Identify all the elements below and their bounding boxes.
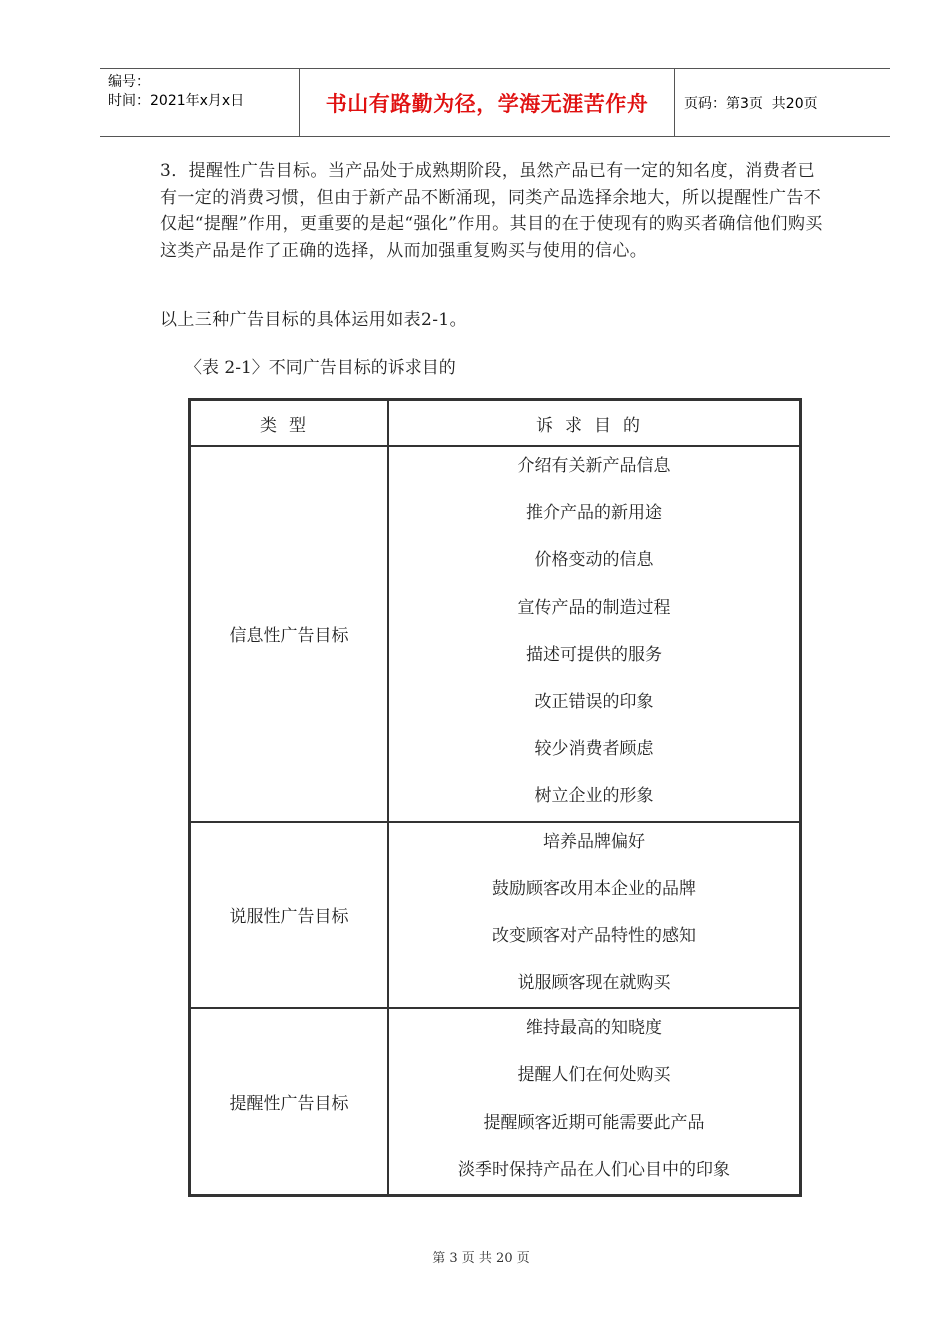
- list-item: 维持最高的知晓度: [526, 1018, 662, 1039]
- table-row: [190, 1008, 800, 1195]
- list-item: 改正错误的印象: [534, 691, 654, 712]
- list-item: 鼓励顾客改用本企业的品牌: [492, 878, 696, 899]
- row-items: [388, 822, 800, 1009]
- header-appeal: 诉求目的: [388, 400, 800, 446]
- table-caption: 〈表 2-1〉不同广告目标的诉求目的: [185, 358, 456, 378]
- page-header: [100, 68, 890, 137]
- list-item: 介绍有关新产品信息: [517, 456, 671, 476]
- list-item: 培养品牌偏好: [543, 831, 645, 852]
- header-page-info: [675, 69, 890, 136]
- list-item: 树立企业的形象: [534, 786, 654, 807]
- row-type: 说服性广告目标: [190, 822, 388, 1009]
- list-item: 提醒顾客近期可能需要此产品: [483, 1112, 705, 1133]
- list-item: 提醒人们在何处购买: [517, 1065, 671, 1086]
- ad-objectives-table: [188, 398, 802, 1197]
- header-motto: 书山有路勤为径，学海无涯苦作舟: [300, 69, 675, 136]
- table-header-row: [190, 400, 800, 446]
- list-item: 说服顾客现在就购买: [517, 973, 671, 994]
- header-meta: [100, 69, 300, 136]
- header-type: 类型: [190, 400, 388, 446]
- list-item: 较少消费者顾虑: [534, 739, 654, 760]
- row-items: [388, 1008, 800, 1195]
- list-item: 淡季时保持产品在人们心目中的印象: [458, 1159, 730, 1180]
- page-footer: 第 3 页 共 20 页: [432, 1251, 530, 1266]
- table-row: [190, 446, 800, 822]
- list-item: 描述可提供的服务: [526, 644, 662, 665]
- page-label: 页码：第3页 共20页: [684, 95, 818, 112]
- paragraph-table-intro: 以上三种广告目标的具体运用如表2-1。: [160, 310, 467, 330]
- paragraph-reminder-objective: 3．提醒性广告目标。当产品处于成熟期阶段，虽然产品已有一定的知名度，消费者已有一定的消费习惯，但由于新产品不断涌现，同类产品选择余地大，所以提醒性广告不仅起“提醒”作用，更重要的是起“强化”作用。其目的在于使现有的购买者确信他们购买这类产品是作了正确的选择，从而加强重复购买与使用的信心。: [160, 161, 823, 261]
- list-item: 价格变动的信息: [534, 550, 654, 571]
- list-item: 宣传产品的制造过程: [517, 597, 671, 618]
- number-label: 编号：: [108, 74, 150, 90]
- row-type: 提醒性广告目标: [190, 1008, 388, 1195]
- table-row: [190, 822, 800, 1009]
- list-item: 改变顾客对产品特性的感知: [492, 925, 696, 946]
- row-items: [388, 446, 800, 822]
- time-label: 时间：2021年x月x日: [108, 93, 245, 109]
- row-type: 信息性广告目标: [190, 446, 388, 822]
- list-item: 推介产品的新用途: [526, 503, 662, 524]
